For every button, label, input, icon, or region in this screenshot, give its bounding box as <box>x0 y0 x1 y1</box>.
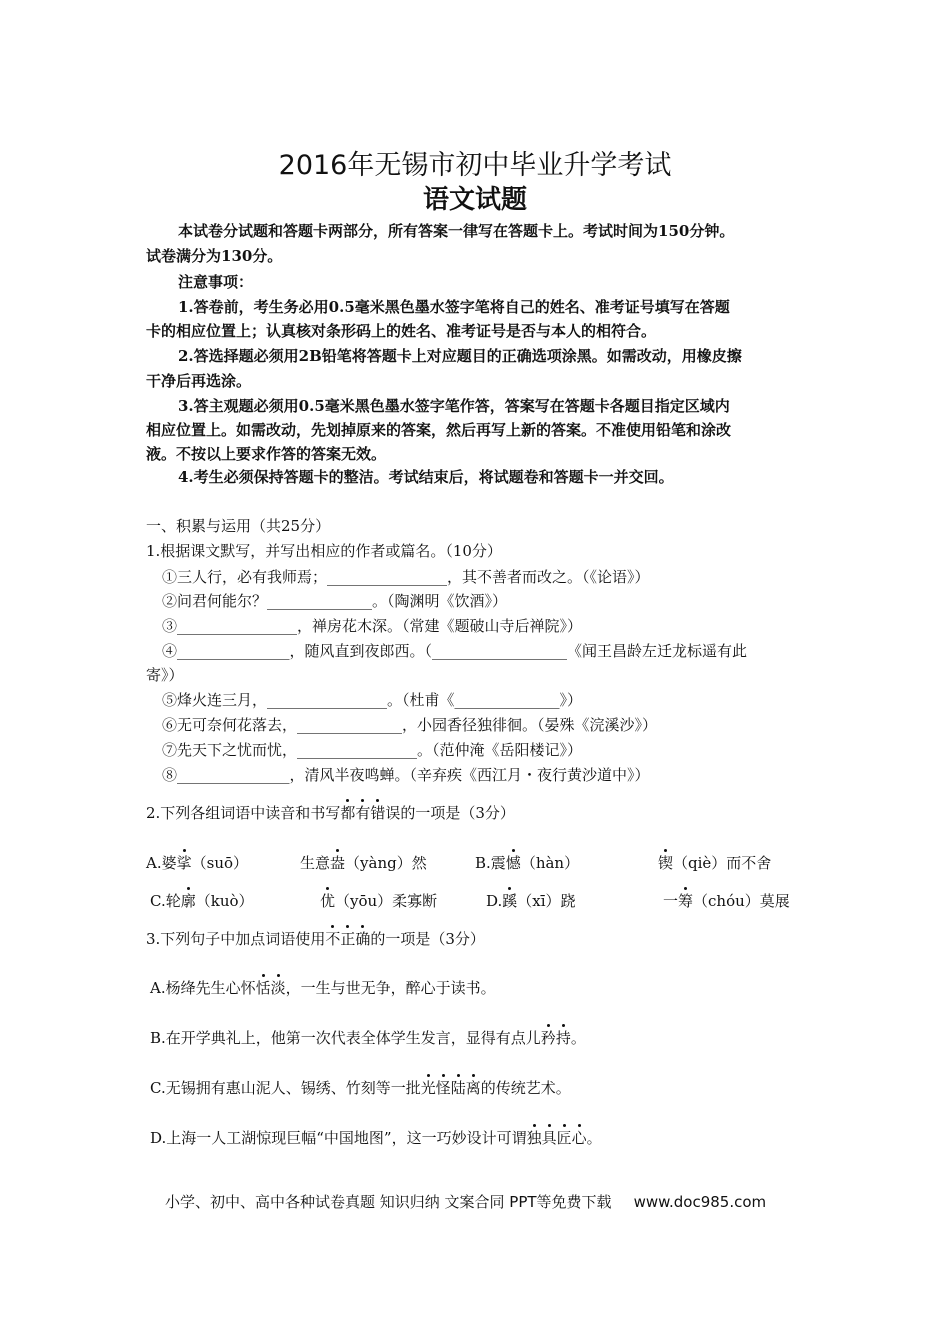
note-1-line-2: 卡的相应位置上；认真核对条形码上的姓名、准考证号是否与本人的相符合。 <box>146 322 657 340</box>
intro-line-2: 试卷满分为130分。 <box>146 247 283 265</box>
note-2-line-2: 干净后再选涂。 <box>146 372 252 390</box>
q3-option-b: B.在开学典礼上，他第一次代表全体学生发言，显得有点儿 矜 持。 <box>150 1028 586 1048</box>
q3-option-a: A.杨绛先生心怀 恬 淡，一生与世无争，醉心于读书。 <box>150 978 496 998</box>
q2-option-b-2: 锲（qiè）而不舍 <box>658 853 771 873</box>
emphasis-char: 有 <box>355 804 370 822</box>
note-4: 4.考生必须保持答题卡的整洁。考试结束后，将试题卷和答题卡一并交回。 <box>178 468 674 486</box>
q1-item-7: ⑦先天下之忧而忧，________________。（范仲淹《岳阳楼记》） <box>162 741 583 759</box>
q1-item-3: ③________________，禅房花木深。（常建《题破山寺后禅院》） <box>162 617 583 635</box>
q1-item-2: ②问君何能尔？______________。（陶渊明《饮酒》） <box>162 592 508 610</box>
emphasis-char: 都 <box>340 804 355 822</box>
q3-prompt: 3.下列句子中加点词语使用 不 正 确的一项是（3分） <box>146 929 485 949</box>
footer-text: 小学、初中、高中各种试卷真题 知识归纳 文案合同 PPT等免费下载 <box>165 1193 612 1211</box>
section-1-heading: 一、积累与运用（共25分） <box>146 517 331 535</box>
note-1-line-1: 1.答卷前，考生务必用0.5毫米黑色墨水签字笔将自己的姓名、准考证号填写在答题 <box>178 298 730 316</box>
note-3-line-3: 液。不按以上要求作答的答案无效。 <box>146 445 387 463</box>
note-2-line-1: 2.答选择题必须用2B铅笔将答题卡上对应题目的正确选项涂黑。如需改动，用橡皮擦 <box>178 347 742 365</box>
intro-line-1: 本试卷分试题和答题卡两部分，所有答案一律写在答题卡上。考试时间为150分钟。 <box>178 222 735 240</box>
q1-item-4-cont: 寄》） <box>146 666 184 684</box>
q2-option-a-1: A.婆 挲（suō） <box>146 853 248 873</box>
q2-option-a-2: 生意 盎（yàng）然 <box>300 853 427 873</box>
emphasis-char: 错 <box>370 804 385 822</box>
q1-item-8: ⑧_______________，清风半夜鸣蝉。（辛弃疾《西江月・夜行黄沙道中》） <box>162 766 650 784</box>
q1-item-4: ④_______________，随风直到夜郎西。（__________________《闻王昌龄左迁龙标遥有此 <box>162 642 748 660</box>
q2-option-d-2: 一 筹（chóu）莫展 <box>663 891 790 911</box>
page-footer <box>165 1192 766 1212</box>
q2-prompt-post: 误的一项是（3分） <box>385 804 515 822</box>
q3-option-d: D.上海一人工湖惊现巨幅“中国地图”，这一巧妙设计可谓 独 具 匠 心。 <box>150 1128 602 1148</box>
q1-prompt: 1.根据课文默写，并写出相应的作者或篇名。（10分） <box>146 542 502 560</box>
note-3-line-2: 相应位置上。如需改动，先划掉原来的答案，然后再写上新的答案。不准使用铅笔和涂改 <box>146 421 732 439</box>
q2-option-b-1: B.震 憾（hàn） <box>475 853 579 873</box>
note-3-line-1: 3.答主观题必须用0.5毫米黑色墨水签字笔作答，答案写在答题卡各题目指定区域内 <box>178 397 730 415</box>
q1-item-6: ⑥无可奈何花落去，______________，小园香径独徘徊。（晏殊《浣溪沙》） <box>162 716 658 734</box>
notes-heading: 注意事项： <box>178 273 254 291</box>
q3-option-c: C.无锡拥有惠山泥人、锡绣、竹刻等一批 光 怪 陆 离的传统艺术。 <box>150 1078 571 1098</box>
q1-item-5: ⑤烽火连三月，________________。（杜甫《______________》） <box>162 691 583 709</box>
q2-prompt <box>146 803 515 823</box>
footer-url[interactable]: www.doc985.com <box>633 1193 767 1211</box>
exam-title: 2016年无锡市初中毕业升学考试 <box>278 150 672 181</box>
q1-item-1: ①三人行，必有我师焉；________________，其不善者而改之。（《论语》） <box>162 568 650 586</box>
q2-option-c-1: C.轮 廓（kuò） <box>150 891 254 911</box>
q2-prompt-pre: 2.下列各组词语中读音和书写 <box>146 804 341 822</box>
exam-subtitle: 语文试题 <box>422 185 527 215</box>
q2-option-d-1: D. 蹊（xī）跷 <box>486 891 576 911</box>
q2-option-c-2: 优（yōu）柔寡断 <box>320 891 437 911</box>
